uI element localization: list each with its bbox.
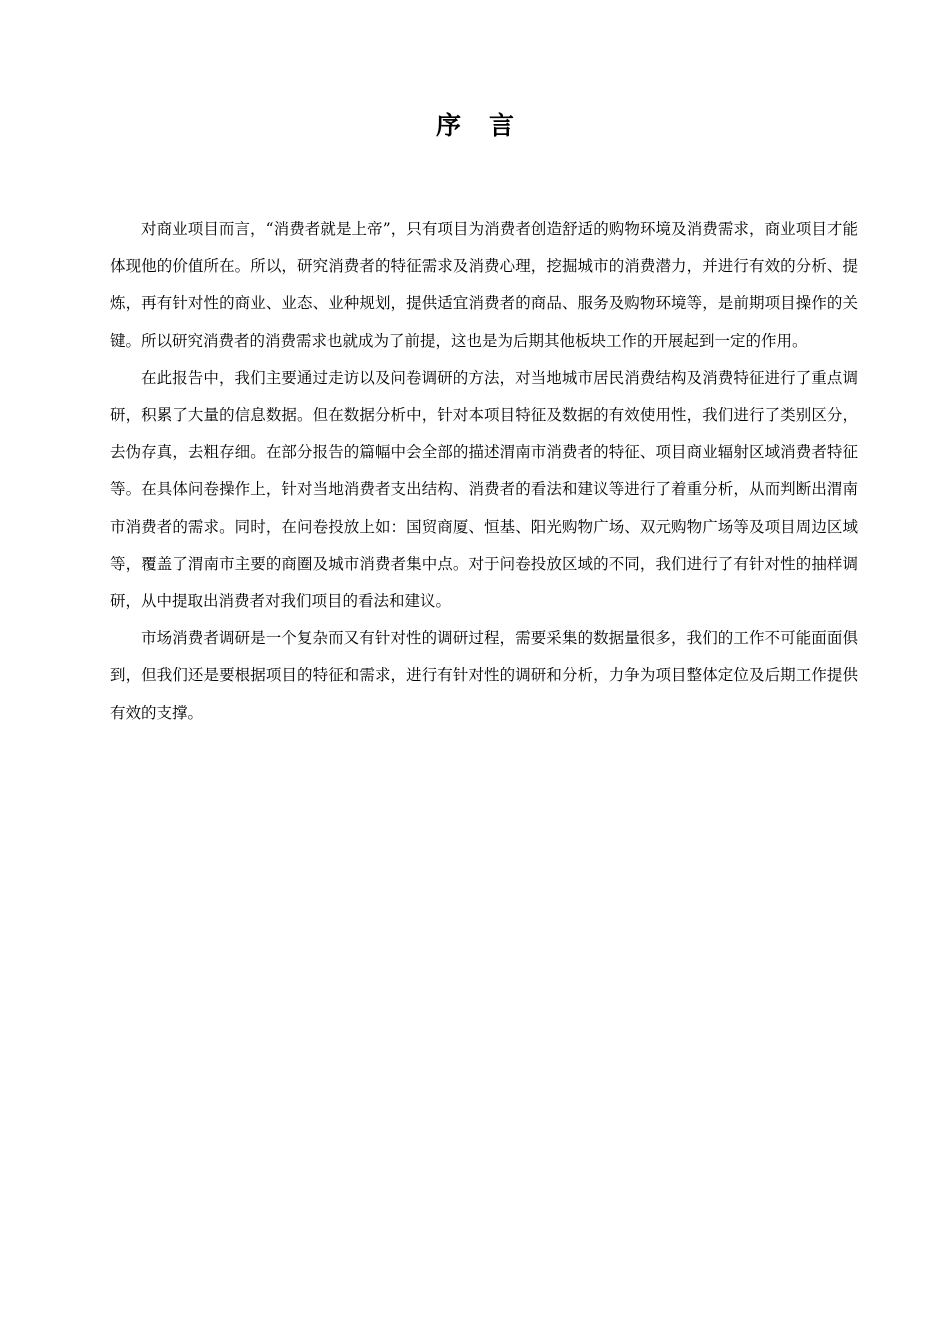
paragraph-2: 在此报告中，我们主要通过走访以及问卷调研的方法，对当地城市居民消费结构及消费特征进行了重点调研，积累了大量的信息数据。但在数据分析中，针对本项目特征及数据的有效使用性，我们进行了类别区分，去伪存真，去粗存细。在部分报告的篇幅中会全部的描述渭南市消费者的特征、项目商业辐射区域消费者特征等。在具体问卷操作上，针对当地消费者支出结构、消费者的看法和建议等进行了着重分析，从而判断出渭南市消费者的需求。同时，在问卷投放上如：国贸商厦、恒基、阳光购物广场、双元购物广场等及项目周边区域等，覆盖了渭南市主要的商圈及城市消费者集中点。对于问卷投放区域的不同，我们进行了有针对性的抽样调研，从中提取出消费者对我们项目的看法和建议。 xyxy=(110,368,858,611)
paragraph-3: 市场消费者调研是一个复杂而又有针对性的调研过程，需要采集的数据量很多，我们的工作不可能面面俱到，但我们还是要根据项目的特征和需求，进行有针对性的调研和分析，力争为项目整体定位及后期工作提供有效的支撑。 xyxy=(110,629,858,722)
title-char-2: 言 xyxy=(489,111,515,140)
preface-body xyxy=(110,211,858,732)
paragraph-1: 对商业项目而言，“消费者就是上帝”，只有项目为消费者创造舒适的购物环境及消费需求，商业项目才能体现他的价值所在。所以，研究消费者的特征需求及消费心理，挖掘城市的消费潜力，并进行有效的分析、提炼，再有针对性的商业、业态、业种规划，提供适宜消费者的商品、服务及购物环境等，是前期项目操作的关键。所以研究消费者的消费需求也就成为了前提，这也是为后期其他板块工作的开展起到一定的作用。 xyxy=(110,220,858,350)
page-title xyxy=(0,108,950,144)
title-char-1: 序 xyxy=(435,111,461,140)
